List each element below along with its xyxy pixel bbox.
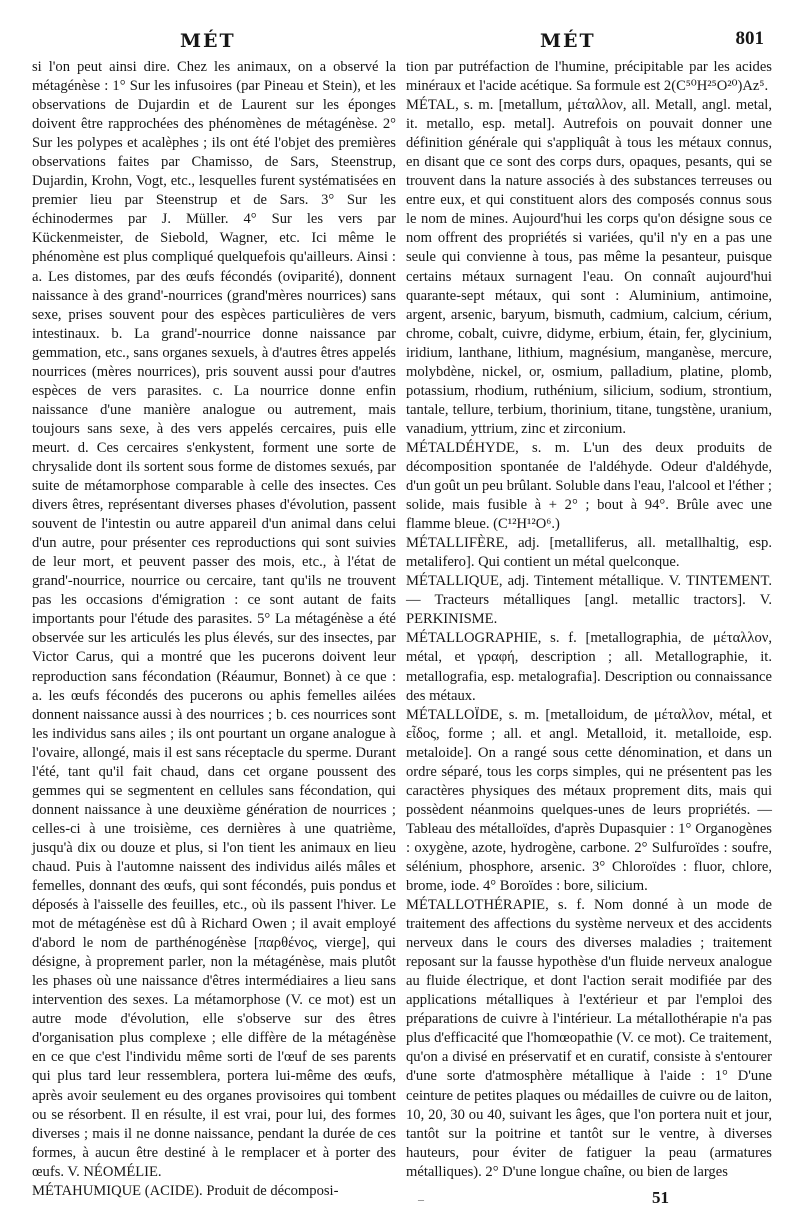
- entry-metallographie: MÉTALLOGRAPHIE, s. f. [metallographia, de μέταλλον, métal, et γραφή, description ; all. Metallographie, it. metallografia, esp. metalografia]. Description ou connaissance des métaux.: [406, 630, 772, 704]
- paragraph-metahumique-continued: tion par putréfaction de l'humine, précipitable par les acides minéraux et l'acide acétique. Sa formule est 2(C⁵⁰H²⁵O²⁰)Az⁵.: [406, 59, 772, 95]
- entry-metaldehyde: MÉTALDÉHYDE, s. m. L'un des deux produits de décomposition spontanée de l'aldéhyde. Odeur d'aldéhyde, d'un goût un peu brûlant. Soluble dans l'eau, l'alcool et l'éther ; solide, mais fusible à + 2° ; bout à 94°. Brûle avec une flamme bleue. (C¹²H¹²O⁶.): [406, 439, 772, 533]
- left-column: [32, 58, 396, 1199]
- entry-metahumique: MÉTAHUMIQUE (ACIDE). Produit de décomposi-: [32, 1182, 339, 1199]
- entry-metal: MÉTAL, s. m. [metallum, μέταλλον, all. Metall, angl. metal, it. metallo, esp. metal]. Autrefois on pouvait donner une définition générale qui s'appliquât à tous les métaux connus, en disant que ce sont des corps durs, opaques, pesants, qui se trouvent dans la nature associés à des substances terreuses ou entre eux, et qui constituent alors des composés connus sous le nom de mines. Aujourd'hui les corps qu'on désigne sous ce nom offrent des propriétés si variées, qu'il n'y en a pas une seule qui convienne à tous, pas même la pesanteur, puisque certains métaux surnagent l'eau. On connaît aujourd'hui quarante-sept métaux, qui sont : Aluminium, antimoine, argent, arsenic, baryum, bismuth, cadmium, calcium, cérium, chrome, cobalt, cuivre, didyme, erbium, étain, fer, glycinium, iridium, lanthane, lithium, magnésium, manganèse, mercure, molybdène, nickel, or, osmium, palladium, platine, plomb, potassium, rhodium, ruthénium, silicium, sodium, strontium, tantale, tellure, terbium, thorinium, titane, tungstène, uranium, vanadium, yttrium, zinc et zirconium.: [406, 97, 772, 437]
- right-column: [406, 58, 772, 1188]
- page-number: 801: [735, 28, 764, 49]
- entry-metalloide: MÉTALLOÏDE, s. m. [metalloidum, de μέταλλον, métal, et εἶδος, forme ; all. et angl. Metalloid, it. metalloide, esp. metaloide]. On a rangé sous cette dénomination, et dans un ordre séparé, tous les corps simples, qui ne présentent pas les caractères physiques des métaux proprement dits, mais qui possèdent néanmoins quelques-unes de leurs propriétés. — Tableau des métalloïdes, d'après Dupasquier : 1° Organogènes : oxygène, azote, hydrogène, carbone. 2° Sulfuroïdes : soufre, sélénium, phosphore, arsenic. 3° Chloroïdes : fluor, chlore, brome, iode. 4° Boroïdes : bore, silicium.: [406, 706, 772, 895]
- sheet-signature: 51: [652, 1188, 669, 1207]
- entry-metallique: MÉTALLIQUE, adj. Tintement métallique. V. TINTEMENT. — Tracteurs métalliques [angl. metallic tractors]. V. PERKINISME.: [406, 573, 772, 628]
- footer-dash: –: [418, 1192, 424, 1206]
- running-head-right: MÉT: [540, 30, 596, 52]
- running-head-left: MÉT: [180, 30, 236, 52]
- paragraph-metagenese-continued: si l'on peut ainsi dire. Chez les animaux, on a observé la métagénèse : 1° Sur les infusoires (par Pineau et Stein), et les observations de Dujardin et de Laurent sur les éponges doivent être rapprochées des phénomènes de métagénèse. 2° Sur les polypes et acalèphes ; ils ont été l'objet des premières observations faites par Chamisso, de Sars, Steenstrup, Dujardin, Krohn, Vogt, etc., lesquelles furent systématisées en premier lieu par Steenstrup et de Sars. 3° Sur les échinodermes par J. Müller. 4° Sur les vers par Kückenmeister, de Siebold, Wagner, etc. Ici même le phénomène est plus compliqué quelquefois qu'ailleurs. Ainsi : a. Les distomes, par des œufs fécondés (oviparité), donnent naissance à des grand'-nourrices (grand'mères nourrices) sans sexe, prises souvent pour des espèces particulières de vers intestinaux. b. La grand'-nourrice donne naissance par gemmation, etc., sans organes sexuels, à d'autres êtres appelés nourrices (mères nourrices), pris souvent aussi pour d'autres espèces de vers parasites. c. La nourrice donne enfin naissance d'une manière analogue ou autrement, mais toujours sans sexe, à des vers appelés cercaires, puis elle meurt. d. Ces cercaires s'enkystent, forment une sorte de chrysalide dont ils sortent sous forme de distomes sexués, par suite de métamorphose comparable à celle des insectes. Ces divers êtres, représentant diverses phases d'évolution, passent souvent de l'intestin ou autre appareil d'un animal dans celui d'un autre, pour présenter ces reproductions qui sont suivies de leur mort, et peuvent passer des mois, etc., à l'état de grand'-nourrice, nourrice ou cercaire, tant qu'ils ne trouvent pas les occasions d'émigration : ce sont autant de faits importants pour l'étude des parasites. 5° La métagénèse a été observée sur les articulés les plus élevés, sur des insectes, par Victor Carus, qui a montré que les pucerons doivent leur reproduction sans fécondation (Réaumur, Bonnet) à ce que : a. les œufs fécondés des pucerons ou aphis femelles ailées donnent naissance aussi à des nourrices ; b. ces nourrices sont les individus sans ailes ; ils ont pourtant un organe analogue à l'ovaire, allongé, mais il est sans réceptacle du sperme. Durant l'été, tant qu'il fait chaud, dans cet organe poussent des gemmes qui se segmentent en cellules sans fécondation, qui donnent naissance à une deuxième génération de nourrices ; celles-ci à une troisième, ces dernières à une quatrième, jusqu'à dix ou douze et plus, si l'on tient les animaux en lieu chaud. Puis à l'automne naissent des individus ailés mâles et femelles, donnant des œufs, qui sont fécondés, puis pondus et déposés à l'aisselle des feuilles, etc., où ils passent l'hiver. Le mot de métagénèse est dû à Richard Owen ; il avait employé d'abord le nom de parthénogénèse [παρθένος, vierge], qui désigne, à proprement parler, non la métagénèse, mais plutôt les phases où une naissance d'êtres intermédiaires a lieu sans intervention des sexes. La métamorphose (V. ce mot) est un autre mode d'évolution, elle s'observe sur des êtres d'organisation plus complexe ; elle diffère de la métagénèse en ce que c'est l'individu même sorti de l'œuf de ses parents qui plus tard leur ressemblera, portera lui-même des œufs, après avoir seulement eu des organes provisoires qui tombent ou se résorbent. Il en résulte, il est vrai, pour lui, des formes diverses ; mais il ne donne naissance, pendant la durée de ces formes, à aucun être destiné à le remplacer et à porter des œufs. V. NÉOMÉLIE.: [32, 59, 396, 1180]
- entry-metallifere: MÉTALLIFÈRE, adj. [metalliferus, all. metallhaltig, esp. metalifero]. Qui contient un métal quelconque.: [406, 535, 772, 571]
- entry-metallotherapie: MÉTALLOTHÉRAPIE, s. f. Nom donné à un mode de traitement des affections du système nerveux et des accidents nerveux dans le cours des diverses maladies ; traitement reposant sur la fausse hypothèse d'un fluide nerveux analogue au fluide électrique, et dont l'action serait modifiée par des applications métalliques à l'extérieur et par l'emploi des préparations de cuivre à l'intérieur. La métallothérapie n'a pas plus d'efficacité que l'homœopathie (V. ce mot). Ce traitement, qu'on a divisé en préservatif et en curatif, consiste à s'entourer d'une sorte d'atmosphère métallique à l'aide : 1° D'une ceinture de petites plaques ou médailles de cuivre ou de laiton, 10, 20, 30 ou 40, suivant les âges, que l'on portera nuit et jour, tantôt sur la poitrine et tantôt sur le ventre, à diverses hauteurs, pour éviter de fatiguer la peau (armatures métalliques). 2° D'une longue chaîne, ou bien de larges: [406, 897, 772, 1180]
